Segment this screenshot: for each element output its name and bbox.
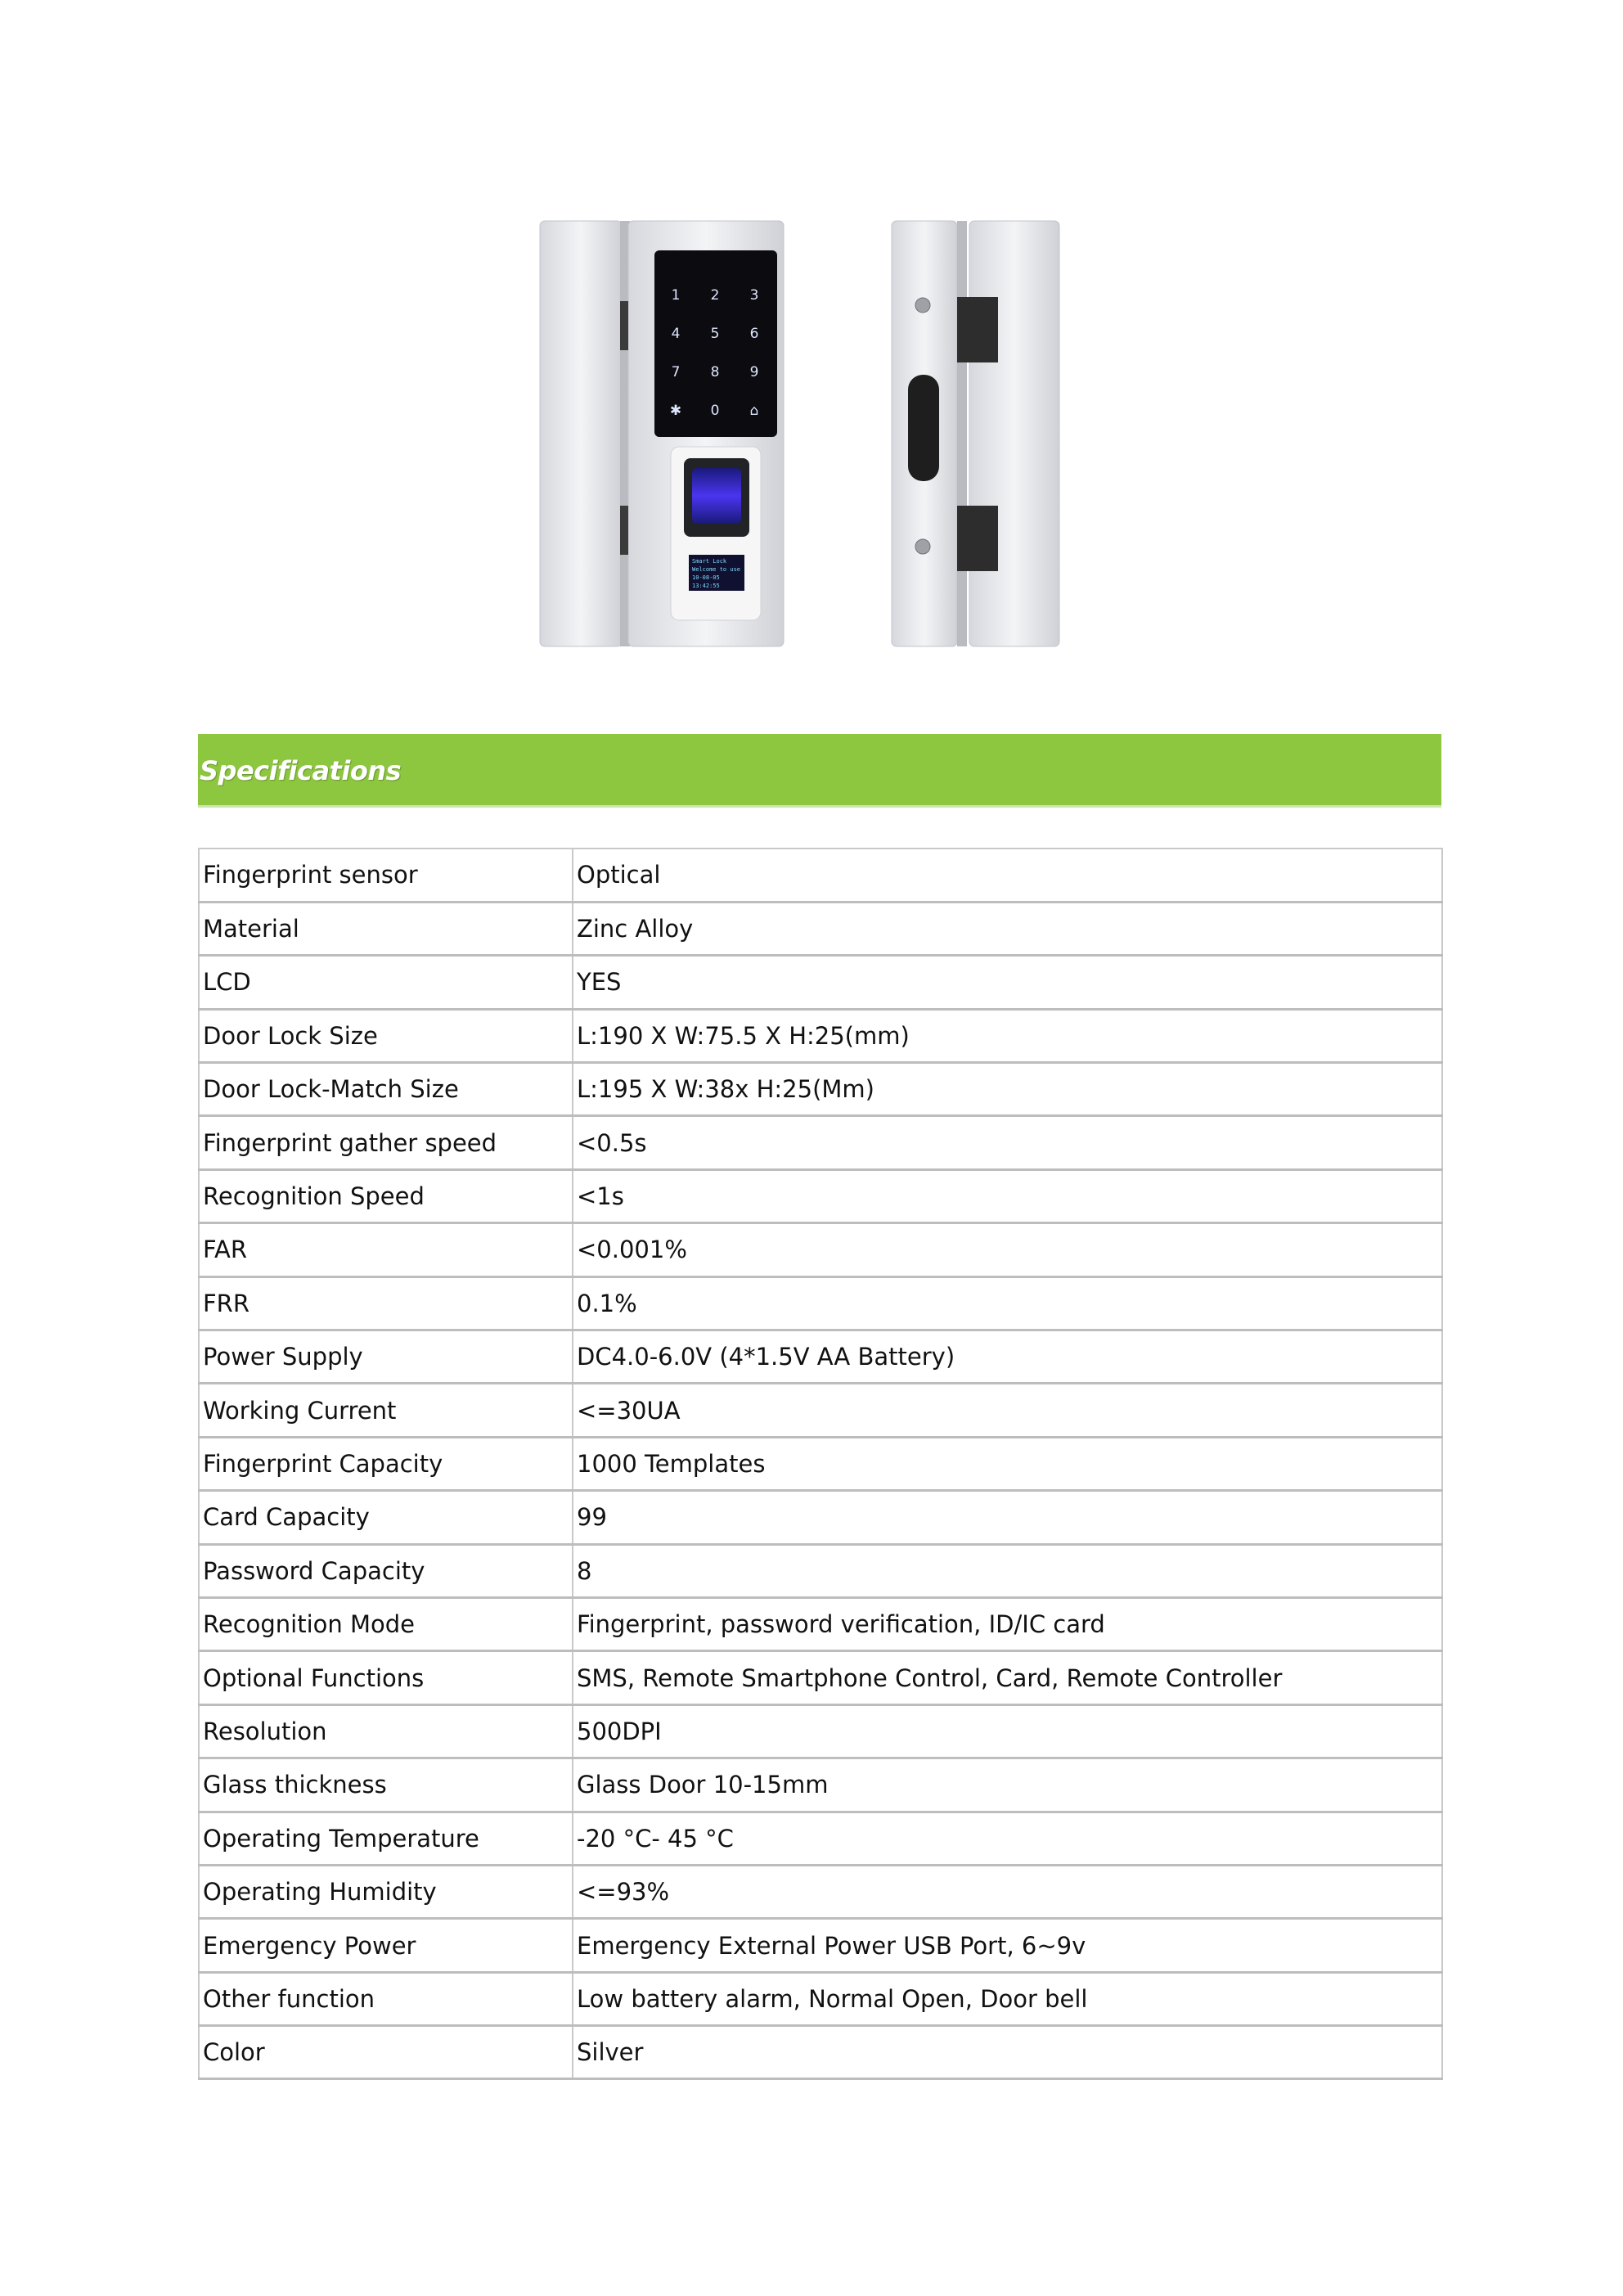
keypad-key: 3	[749, 287, 759, 304]
keypad-key: 8	[710, 364, 720, 380]
spec-label: Recognition Speed	[199, 1169, 573, 1222]
table-row	[199, 849, 1442, 902]
product-image	[524, 211, 1080, 661]
keypad-key: 6	[749, 326, 759, 342]
spec-value: <0.5s	[573, 1116, 1442, 1169]
table-row	[199, 1276, 1442, 1330]
spec-value: Optical	[573, 849, 1442, 902]
keypad-key: 7	[671, 364, 681, 380]
table-row	[199, 2026, 1442, 2079]
keypad-key: ✱	[669, 403, 682, 419]
spec-value: <=93%	[573, 1865, 1442, 1918]
spec-label: Optional Functions	[199, 1651, 573, 1704]
lock-front-unit	[540, 221, 784, 646]
screen-line: 13:42:55	[692, 583, 720, 589]
spec-value: <0.001%	[573, 1223, 1442, 1276]
spec-value: 0.1%	[573, 1276, 1442, 1330]
table-row	[199, 1491, 1442, 1544]
spec-value: Emergency External Power USB Port, 6~9v	[573, 1919, 1442, 1972]
keypad-key: 1	[671, 287, 681, 304]
spec-label: Emergency Power	[199, 1919, 573, 1972]
table-row	[199, 1116, 1442, 1169]
spec-value: L:195 X W:38x H:25(Mm)	[573, 1063, 1442, 1116]
fingerprint-sensor	[692, 468, 741, 524]
spec-value: <=30UA	[573, 1384, 1442, 1437]
spec-value: <1s	[573, 1169, 1442, 1222]
table-row	[199, 1009, 1442, 1062]
spec-value: Glass Door 10-15mm	[573, 1758, 1442, 1812]
table-row	[199, 1063, 1442, 1116]
spec-label: Door Lock-Match Size	[199, 1063, 573, 1116]
specifications-header	[198, 734, 1441, 808]
spec-value: 500DPI	[573, 1704, 1442, 1758]
table-row	[199, 1169, 1442, 1222]
spec-label: Fingerprint sensor	[199, 849, 573, 902]
table-row	[199, 1651, 1442, 1704]
spec-label: Working Current	[199, 1384, 573, 1437]
table-row	[199, 1972, 1442, 2025]
spec-label: Other function	[199, 1972, 573, 2025]
table-row	[199, 1919, 1442, 1972]
keypad-key: 5	[710, 326, 720, 342]
spec-label: Resolution	[199, 1704, 573, 1758]
screen-line: Welcome to use	[692, 566, 741, 573]
keypad-key: 9	[749, 364, 759, 380]
specifications-table	[198, 848, 1443, 2080]
table-row	[199, 1544, 1442, 1597]
table-row	[199, 1223, 1442, 1276]
spec-value: Fingerprint, password verification, ID/IC card	[573, 1597, 1442, 1650]
section-title: Specifications	[200, 755, 402, 786]
spec-value: Zinc Alloy	[573, 902, 1442, 955]
spec-label: Fingerprint gather speed	[199, 1116, 573, 1169]
table-row	[199, 1812, 1442, 1865]
lock-side-unit	[892, 221, 1059, 646]
spec-label: FAR	[199, 1223, 573, 1276]
table-row	[199, 1758, 1442, 1812]
spec-value: L:190 X W:75.5 X H:25(mm)	[573, 1009, 1442, 1062]
spec-value: YES	[573, 956, 1442, 1009]
spec-label: Power Supply	[199, 1330, 573, 1384]
spec-label: Recognition Mode	[199, 1597, 573, 1650]
table-row	[199, 902, 1442, 955]
spec-label: Fingerprint Capacity	[199, 1437, 573, 1490]
spec-label: Card Capacity	[199, 1491, 573, 1544]
table-row	[199, 1437, 1442, 1490]
table-row	[199, 1330, 1442, 1384]
table-row	[199, 1597, 1442, 1650]
spec-value: Silver	[573, 2026, 1442, 2079]
spec-label: LCD	[199, 956, 573, 1009]
spec-label: Door Lock Size	[199, 1009, 573, 1062]
spec-label: Operating Humidity	[199, 1865, 573, 1918]
spec-value: 1000 Templates	[573, 1437, 1442, 1490]
keypad-key: 0	[710, 403, 720, 419]
handle-slot	[908, 375, 939, 481]
table-row	[199, 1865, 1442, 1918]
spec-value: 8	[573, 1544, 1442, 1597]
spec-label: Color	[199, 2026, 573, 2079]
table-row	[199, 956, 1442, 1009]
spec-label: Operating Temperature	[199, 1812, 573, 1865]
keypad-key: ⌂	[749, 403, 759, 419]
keypad-key: 2	[710, 287, 720, 304]
spec-value: DC4.0-6.0V (4*1.5V AA Battery)	[573, 1330, 1442, 1384]
table-row	[199, 1704, 1442, 1758]
spec-value: Low battery alarm, Normal Open, Door bell	[573, 1972, 1442, 2025]
spec-label: Glass thickness	[199, 1758, 573, 1812]
spec-value: 99	[573, 1491, 1442, 1544]
spec-label: Material	[199, 902, 573, 955]
table-row	[199, 1384, 1442, 1437]
spec-value: SMS, Remote Smartphone Control, Card, Remote Controller	[573, 1651, 1442, 1704]
keypad-key: 4	[671, 326, 681, 342]
spec-label: FRR	[199, 1276, 573, 1330]
spec-value: -20 °C- 45 °C	[573, 1812, 1442, 1865]
screen-line: Smart Lock	[692, 558, 727, 565]
screen-line: 10-08-05	[692, 574, 720, 581]
spec-label: Password Capacity	[199, 1544, 573, 1597]
